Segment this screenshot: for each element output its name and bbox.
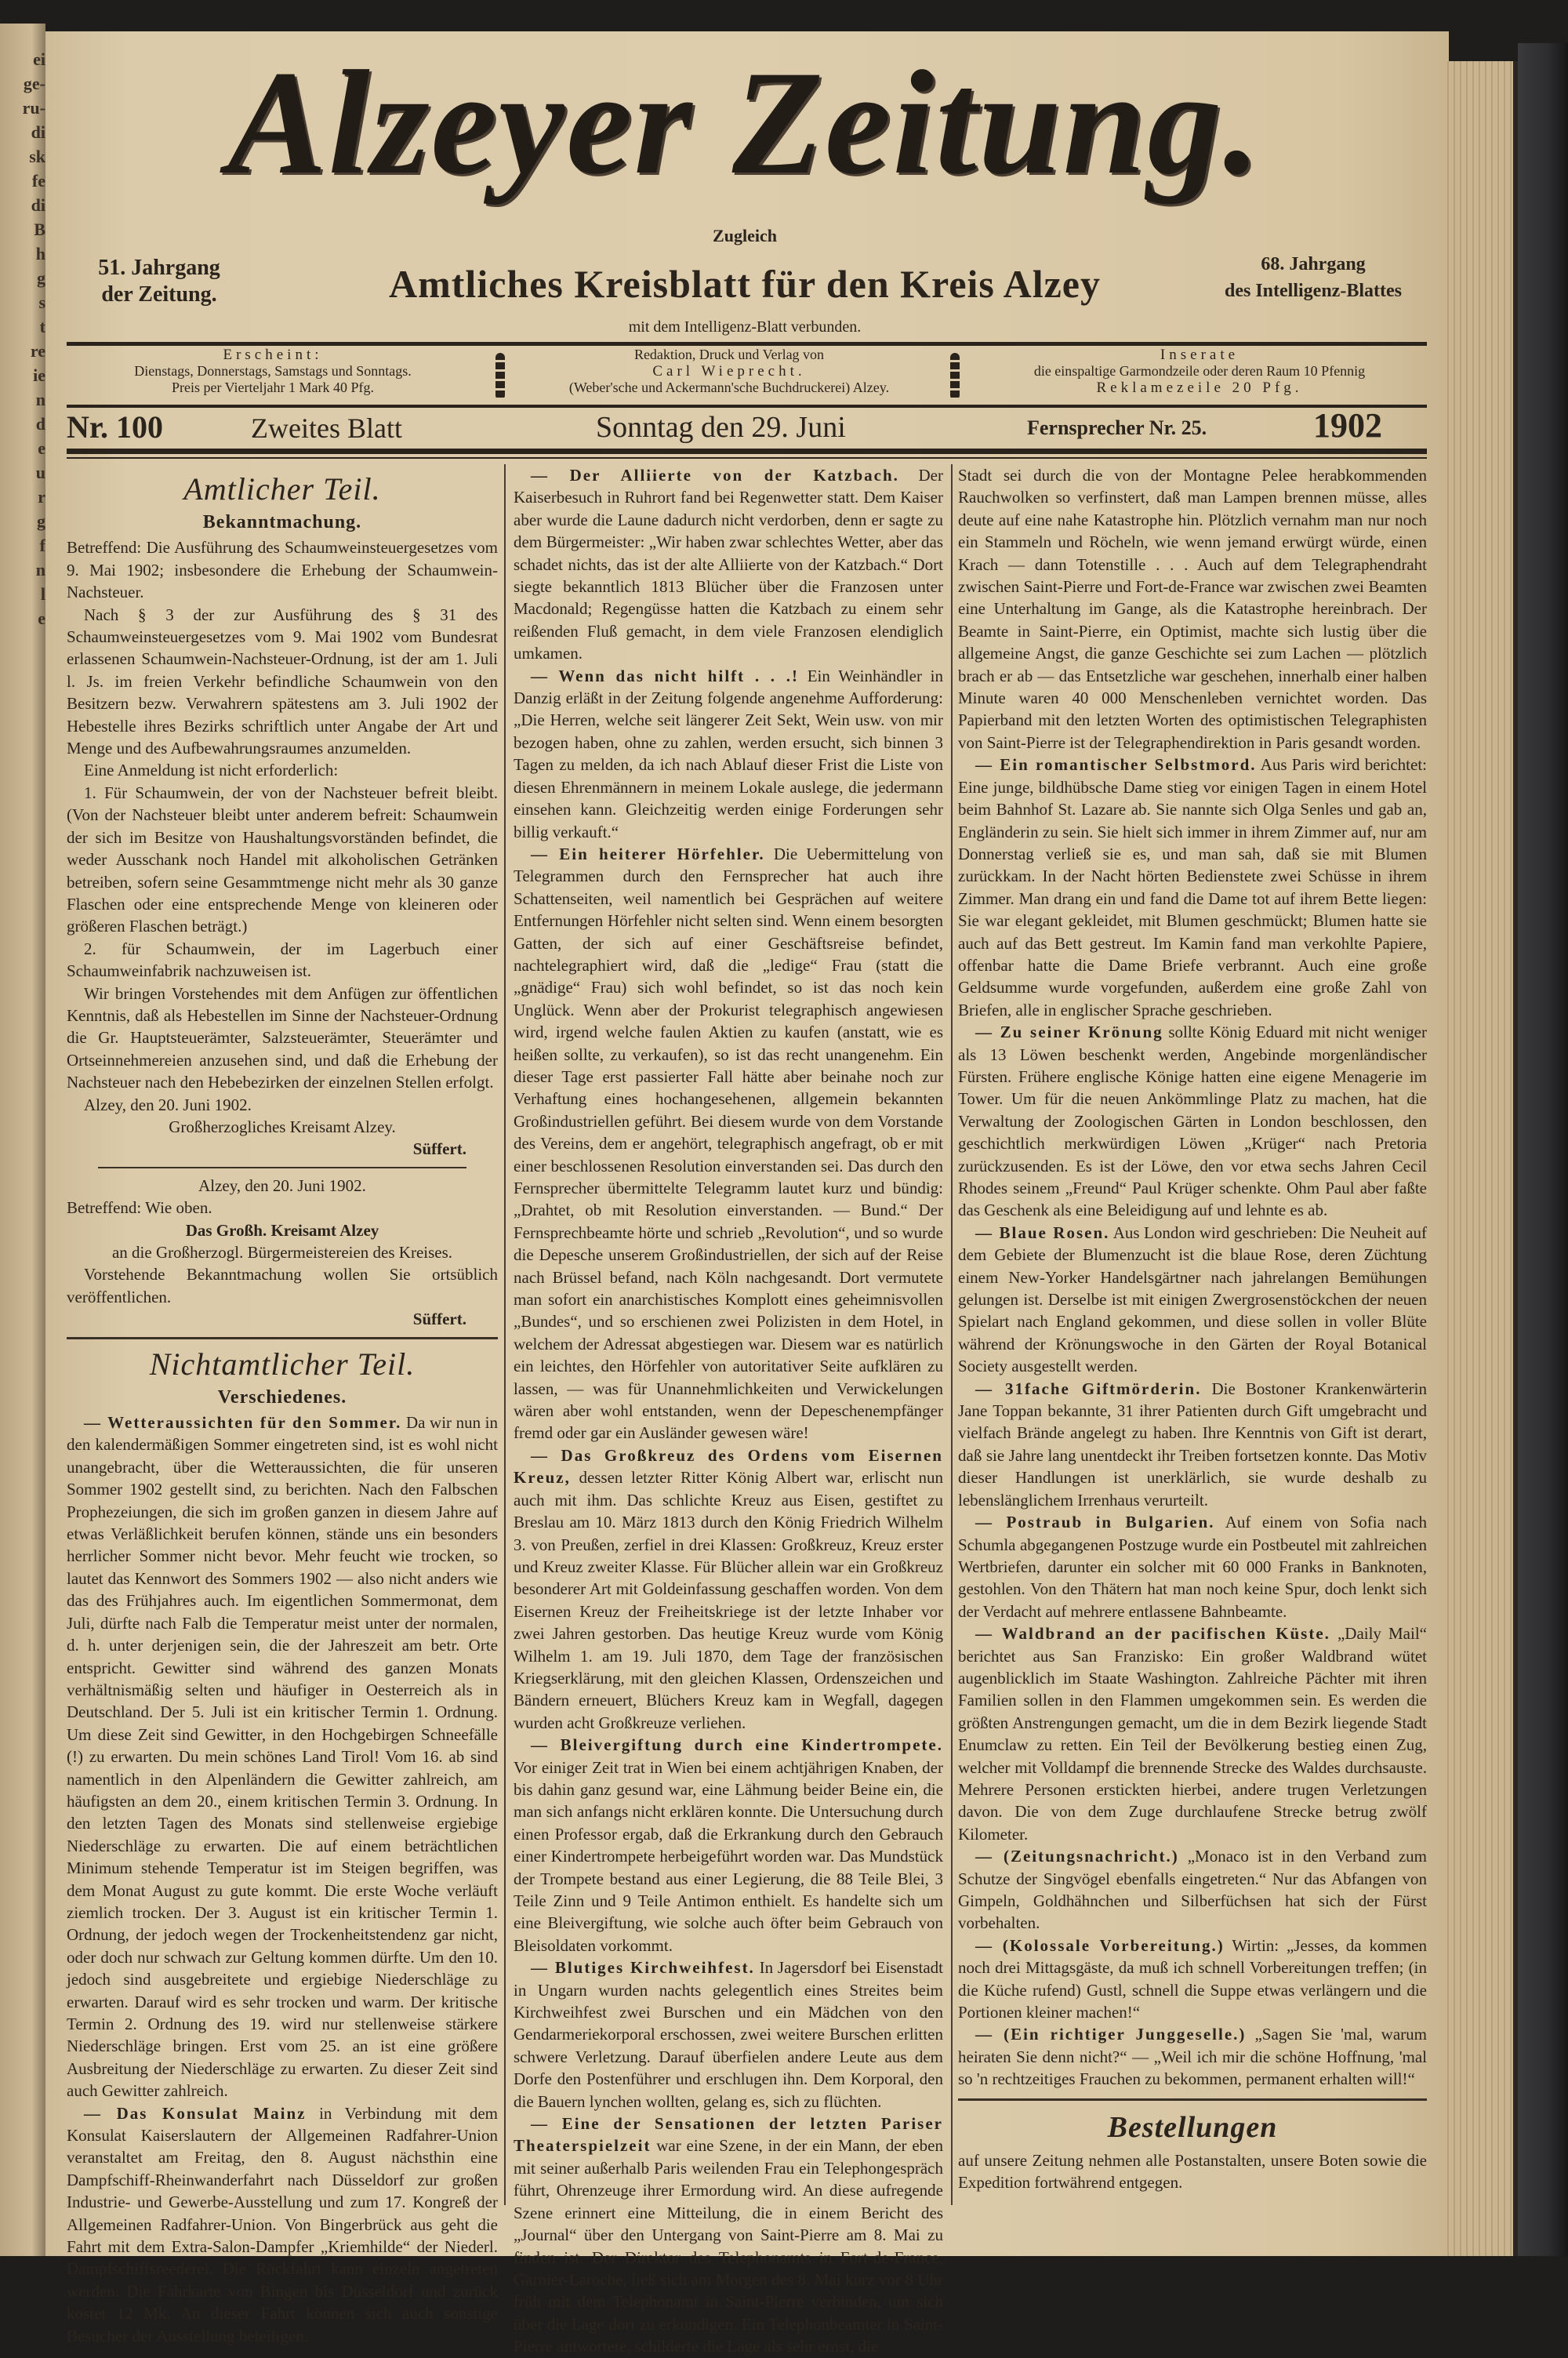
adjacent-page-fragment: n xyxy=(35,390,45,409)
adjacent-page-fragment: g xyxy=(37,268,45,288)
list-item: 2. für Schaumwein, der im Lagerbuch einer Schaumweinfabrik nachzuweisen ist. xyxy=(67,939,498,981)
paragraph: Eine Anmeldung ist nicht erforderlich: xyxy=(84,761,339,780)
signature: Süffert. xyxy=(412,1139,466,1159)
list-item: 1. Für Schaumwein, der von der Nachsteuer befreit bleibt. (Von der Nachsteuer bleibt unter anderem befreit: Schaumwein der sich im Besitze von Haushaltungsvorständen befindet, die weder Ausschank noch Handel mit alkoholischen Getränken betreiben, sofern seine Gesammtmenge nicht mehr als 30 ganze Flaschen oder eine entsprechende Menge von kleineren oder größeren Flaschen beträgt.) xyxy=(67,783,498,936)
article-head: — (Zeitungsnachricht.) xyxy=(975,1847,1179,1866)
article xyxy=(514,1734,943,1957)
article xyxy=(514,665,943,843)
paragraph: Wir bringen Vorstehendes mit dem Anfügen zur öffentlichen Kenntnis, daß als Hebestellen im Sinne der Nachsteuer-Ordnung die Gr. Hauptsteuerämter, Salzsteuerämter, Steuerämter und Ortseinnehmereien anzusehen sind, und daß die Erhebung der Nachsteuer nach den Hebebezirken der einzelnen Stellen erfolgt. xyxy=(67,983,498,1092)
rule xyxy=(67,449,1427,454)
article-head: — Blutiges Kirchweihfest. xyxy=(531,1958,755,1978)
notice-text: auf unsere Zeitung nehmen alle Postanstalten, unsere Boten sowie die Expedition fortwährend entgegen. xyxy=(958,2150,1427,2193)
adjacent-page-fragment: s xyxy=(38,292,45,312)
column-divider xyxy=(504,464,506,2205)
column-2 xyxy=(514,464,943,2358)
article-text: in Verbindung mit dem Konsulat Kaiserslautern der Allgemeinen Radfahrer-Union veranstaltet am Freitag, den 8. August nächsthin eine Dampfschiff-Rheinwanderfahrt nach Düsseldorf zur großen Industrie- und Gewerbe-Ausstellung und zum 17. Kongreß der Allgemeinen Radfahrer-Union. Von Bingerbrück aus geht die Fahrt mit dem Extra-Salon-Dampfer „Kriemhilde“ der Niederl. Dampfschiffsreederei. Die Rückfahrt kann einzeln angetreten werden. Die Fahrkarte von Bingen bis Düsseldorf und zurück kostet 12 Mk. An dieser Fahrt können sich auch sonstige Besucher der Ausstellung beteiligen. xyxy=(67,2103,499,2345)
article-head: — Der Alliierte von der Katzbach. xyxy=(531,466,899,485)
article-head: — Waldbrand an der pacifischen Küste. xyxy=(975,1624,1330,1644)
book-cover xyxy=(1518,43,1568,2256)
adjacent-page-fragment: fe xyxy=(31,171,45,191)
article-head: — Eine der Sensationen der letzten Pariser Theaterspielzeit xyxy=(514,2114,943,2156)
article-text: „Monaco ist in den Verband zum Schutze der Singvögel ebenfalls eingetreten.“ Nur das Abfangen von Gimpeln, Goldhähnchen und Silberfüchsen hat sich der Fürst vorbehalten. xyxy=(958,1847,1427,1933)
article-head: — Das Großkreuz des Ordens vom Eisernen Kreuz, xyxy=(514,1445,943,1488)
article xyxy=(514,1444,943,1734)
adjacent-page-fragment: l xyxy=(40,584,45,604)
article-head: — Bleivergiftung durch eine Kindertrompete. xyxy=(531,1735,943,1755)
section-heading: Amtlicher Teil. xyxy=(183,471,381,507)
issue-number: Nr. 100 xyxy=(67,409,163,445)
adjacent-page-fragment: ie xyxy=(33,365,45,385)
article-text: Auf einem von Sofia nach Schumla abgegangenen Postzuge wurde ein Postbeutel mit zahlreichen Wertbriefen, darunter ein solcher mit 60 000 Franks in Banknoten, gestohlen. Von den Thätern hat man noch keine Spur, doch lenkt sich der Verdacht auf mehrere entlassene Bahnbeamte. xyxy=(958,1513,1427,1621)
article-text: Stadt sei durch die von der Montagne Pelee herabkommenden Rauchwolken so verfinstert, daß man Lampen brennen müsse, alles deute auf eine nahe Katastrophe hin. Plötzlich vernahm man nur noch ein Stammeln und Röcheln, wie wenn jemand erwürgt würde, einen Krach — dann Totenstille . . . Auch auf dem Telegraphendraht zwischen Saint-Pierre und Fort-de-France war zwischen zwei Beamten eine Unterhaltung im Gange, als die Katastrophe hereinbrach. Der Beamte in Saint-Pierre, ein Optimist, machte sich lustig über die allgemeine Angst, die ganze Geschichte sei zum Lachen — plötzlich brach er ab — das Entsetzliche war geschehen, innerhalb einer halben Minute waren 40 000 Menschenleben vernichtet worden. Das Papierband mit den letzten Worten des optimistischen Telegraphisten von Saint-Pierre ist der Telegraphendirektion in Paris gesandt worden. xyxy=(958,466,1427,752)
article xyxy=(958,1021,1427,1222)
article xyxy=(958,1845,1427,1935)
info-line: Dienstags, Donnerstags, Samstags und Sonntags. xyxy=(134,363,412,379)
dateline: Alzey, den 20. Juni 1902. xyxy=(84,1095,252,1114)
authority: Großherzogliches Kreisamt Alzey. xyxy=(169,1117,396,1136)
adjacent-page-fragment: g xyxy=(37,511,45,531)
article-head: — Zu seiner Krönung xyxy=(975,1023,1163,1042)
adjacent-page-fragment: ei xyxy=(33,49,45,69)
article xyxy=(67,1412,498,2102)
adjacent-page-fragment: t xyxy=(39,317,45,336)
article-text: „Sagen Sie 'mal, warum heiraten Sie denn nicht?“ — „Weil ich mir die schöne Hoffnung, 'mal so 'n rechtzeitiges Frauchen zu bekommen, permanent erhalten will!“ xyxy=(958,2025,1427,2089)
info-head: Inserate xyxy=(1160,347,1240,363)
jahrgang-left xyxy=(69,255,249,308)
adjacent-page-fragment: ru- xyxy=(22,98,45,118)
adjacent-page-edge xyxy=(0,24,45,2256)
adjacent-page-fragment: d xyxy=(35,414,45,434)
separator xyxy=(98,1167,466,1168)
article-head: — 31fache Giftmörderin. xyxy=(975,1379,1202,1398)
notice-heading: Bestellungen xyxy=(1107,2110,1278,2144)
adjacent-page-fragment: sk xyxy=(29,147,45,166)
paragraph: Vorstehende Bekanntmachung wollen Sie ortsüblich veröffentlichen. xyxy=(67,1265,498,1306)
article-text: Die Bostoner Krankenwärterin Jane Toppan bekannte, 31 ihrer Patienten durch Gift umgebracht und vielfach Brände angelegt zu haben. Ihre Kenntnis von Gift ist derart, daß sie Jahre lang unentdeckt ihr Treiben fortsetzen konnte. Das Motiv dieser Handlungen ist unerklärlich, sie wurde deshalb zu lebenslänglichem Irrenhaus verurteilt. xyxy=(958,1379,1427,1510)
adjacent-page-fragment: di xyxy=(31,122,45,142)
article-text: Die Uebermittelung von Telegrammen durch den Fernsprecher hat auch ihre Schattenseiten, weil namentlich bei Gesprächen auf weitere Entfernungen Hörfehler nicht selten sind. Wenn einem besorgten Gatten, der sich auf einer Geschäftsreise befindet, nachtelegraphiert wird, daß die „ledige“ Frau (statt die „gnädige“ Frau) sich wohl befindet, so ist das noch kein Unglück. Wenn aber der Prokurist telegraphisch angewiesen wird, irgend welche faulen Aktien zu kaufen (anstatt, wie es heißen sollte, zu verkaufen), so ist das recht unangenehm. Ein dieser Tage erst passierter Fall hätte aber beinahe noch zur Verhaftung eines hochangesehenen, allgemein bekannten Großindustriellen geführt. Bei diesem wurde von dem Vorstande des Vereins, dem er angehört, telegraphisch angefragt, ob er mit einer beschlossenen Resolution einverstanden sei. Das durch den Fernsprecher übermittelte Telegramm lautet kurz und bündig: „Drahtet, ob mit Resolution einverstanden. — Bund.“ Der Fernsprechbeamte hörte und schrieb „Revolution“, und so wurde die Depesche unserem Großindustriellen, der sich auf der Reise nach Brüssel befand, nach Köln nachgesandt. Dort vermutete man sofort ein anarchistisches Komplott eines geheimnisvollen „Bundes“, und so erschienen zwei Polizisten in dem Hotel, in welchem der Adressat abgestiegen war. Diesem war es natürlich ein leichtes, den Hörfehler von autoritativer Seite aufklären zu lassen, — was für Unannehmlichkeiten und Verwickelungen wären aber wohl entstanden, wenn der Depeschenempfänger fremd oder gar ein Ausländer gewesen wäre! xyxy=(514,844,943,1443)
phone-number: Fernsprecher Nr. 25. xyxy=(1027,416,1207,439)
sub-heading: Bekanntmachung. xyxy=(202,512,362,532)
jahrgang-right xyxy=(1200,251,1427,304)
article-head: — Postraub in Bulgarien. xyxy=(975,1513,1215,1532)
article xyxy=(958,754,1427,1021)
info-head: Redaktion, Druck und Verlag von xyxy=(633,347,825,362)
info-line: Reklamezeile 20 Pfg. xyxy=(1096,380,1303,396)
paragraph: Betreffend: Die Ausführung des Schaumweinsteuergesetzes vom 9. Mai 1902; insbesondere die Erhebung der Schaumwein-Nachsteuer. xyxy=(67,538,498,602)
article xyxy=(958,2023,1427,2090)
column-1 xyxy=(67,464,498,2347)
info-line: Preis per Vierteljahr 1 Mark 40 Pfg. xyxy=(171,380,375,395)
info-line: die einspaltige Garmondzeile oder deren Raum 10 Pfennig xyxy=(1033,363,1366,379)
article-text: war eine Szene, in der ein Mann, der eben mit seiner außerhalb Paris weilenden Frau ein Telephongespräch führt, Ohrenzeuge ihrer Ermordung wird. An diese aufregende Szene erinnert eine Mitteilung, die in einem Bericht des „Journal“ über den Untergang von Saint-Pierre am 8. Mai zu finden ist. Der Direktor des Telephonamts in Fort-de-France, Garnier-Laroche, ließ sich am Morgen des 8. Mai kurz vor 8 Uhr früh mit dem Telephonamt in Saint-Pierre verbinden, um sich über die Lage dort zu erkundigen. Ein Telephonbeamter in Saint-Pierre antwortete, schilderte die Lage als sehr ernst, die xyxy=(514,2136,943,2356)
separator xyxy=(67,1337,498,1339)
signature: Süffert. xyxy=(412,1310,466,1329)
info-inserate xyxy=(976,347,1423,396)
issue-year: 1902 xyxy=(1313,406,1382,445)
info-verlag xyxy=(525,347,933,396)
sub-heading: Verschiedenes. xyxy=(217,1386,347,1408)
info-head: Erscheint: xyxy=(223,347,323,363)
article xyxy=(958,1378,1427,1511)
masthead-title: Alzeyer Zeitung. xyxy=(227,41,1262,205)
section-heading: Nichtamtlicher Teil. xyxy=(149,1346,416,1382)
jahrgang-line: der Zeitung. xyxy=(101,282,217,307)
rule xyxy=(67,457,1427,459)
article-text: Ein Weinhändler in Danzig erläßt in der Zeitung folgende angenehme Aufforderung: „Die Herren, welche seit längerer Zeit Sekt, Wein usw. von mir bezogen haben, ohne zu zahlen, werden ersucht, sich binnen 3 Tagen zu melden, da ich nach Ablauf dieser Frist die Liste von diesen Ehrenmännern in meinem Lokale auslege, die jedermann einsehen kann. Gleichzeitig werden einige Forderungen sehr billig verkauft.“ xyxy=(514,666,943,841)
adjacent-page-fragment: r xyxy=(38,487,45,507)
article-head: — Wetteraussichten für den Sommer. xyxy=(84,1413,402,1433)
info-erscheint xyxy=(69,347,477,396)
adjacent-page-fragment: e xyxy=(38,438,45,458)
info-line: (Weber'sche und Ackermann'sche Buchdruckerei) Alzey. xyxy=(568,380,890,395)
article xyxy=(67,2102,498,2347)
article xyxy=(514,2113,943,2357)
ornament-dots xyxy=(950,353,960,400)
adjacent-page-fragment: di xyxy=(31,195,45,215)
authority: Das Großh. Kreisamt Alzey xyxy=(185,1220,379,1240)
column-divider xyxy=(951,464,953,2205)
article-text: Aus London wird geschrieben: Die Neuheit auf dem Gebiete der Blumenzucht ist die blaue Rose, deren Züchtung einem New-Yorker Handelsgärtner nach jahrelangen Bemühungen gelungen ist. Derselbe ist mit einigen Zwergrosenstöckchen der neuen Spielart nach England gekommen, und diese sollen in voller Blüte während der Krönungswoche in den Gärten der Royal Botanical Society ausgestellt werden. xyxy=(958,1223,1428,1376)
article-head: — (Kolossale Vorbereitung.) xyxy=(975,1935,1225,1955)
article-text: sollte König Eduard mit nicht weniger als 13 Löwen beschenkt werden, Angebinde morgenländischer Fürsten. Frühere englische Könige hatten eine eigene Menagerie im Tower. Um für die neuen Ankömmlinge Platz zu machen, hat die Verwaltung der Zoologischen Gärten in London beschlossen, den geschichtlich merkwürdigen Löwen „Krüger“ nach Pretoria zurückzusenden. Es ist der Löwe, den vor etwa sechs Jahren Cecil Rhodes seinem „Freund“ Paul Krüger schenkte. Ohm Paul aber faßte das Geschenk als eine Beleidigung auf und lehnte es ab. xyxy=(958,1023,1427,1220)
article-text: Aus Paris wird berichtet: Eine junge, bildhübsche Dame stieg vor einigen Tagen in einem Hotel beim Bahnhof St. Lazare ab. Sie nannte sich Olga Senles und gab an, Engländerin zu sein. Sie hielt sich immer in ihrem Zimmer auf, nur am Donnerstag verließ sie es, und man sah, daß sie mit Blumen zurückkam. In der Nacht hörten Bedienstete zwei Schüsse in ihrem Zimmer. Man drang ein und fand die Dame tot auf ihrem Bette liegen: Sie war elegant gekleidet, mit Blumen geschmückt; Blumen hatte sie auch auf das Bett gestreut. Im Kamin fand man verkohlte Papiere, offenbar hatte die Dame Briefe verbrannt. Auch eine große Geldsumme wurde vorgefunden, außerdem eine große Zahl von Briefen, alle in englischer Sprache geschrieben. xyxy=(958,755,1428,1019)
article-text: dessen letzter Ritter König Albert war, erlischt nun auch mit ihm. Das schlichte Kreuz aus Eisen, gestiftet zu Breslau am 10. März 1813 durch den König Friedrich Wilhelm 3. von Preußen, zerfiel in drei Klassen: Großkreuz, Kreuz erster und Kreuz zweiter Klasse. Für Blücher allein war ein Großkreuz besonderer Art mit Goldeinfassung geschaffen worden. Von dem Eisernen Kreuz der Freiheitskriege ist der letzte Inhaber vor zwei Jahren gestorben. Das heutige Kreuz wurde vom König Wilhelm 1. am 19. Juli 1870, dem Tage der französischen Kriegserklärung, mit den gleichen Klassen, Ordenszeichen und Bändern erneuert, Blüchers Kreuz kam in Wegfall, dagegen wurden acht Großkreuze verliehen. xyxy=(514,1468,943,1732)
adjacent-page-fragment: f xyxy=(39,536,45,555)
adjacent-page-fragment: u xyxy=(35,463,45,482)
article-text: Vor einiger Zeit trat in Wien bei einem achtjährigen Knaben, der bis dahin ganz gesund war, eine Lähmung beider Beine ein, die man sich anfangs nicht erklären konnte. Die Untersuchung durch einen Professor ergab, daß die Erkrankung durch den Gebrauch einer Kindertrompete herbeigeführt worden war. Das Mundstück der Trompete bestand aus einer Legierung, die 88 Teile Blei, 3 Teile Zinn und 9 Teile Antimon enthielt. Es handelte sich um eine Bleivergiftung, wie solche auch öfter beim Gebrauch von Bleisoldaten vorkommt. xyxy=(514,1757,943,1955)
dateline: Alzey, den 20. Juni 1902. xyxy=(198,1175,366,1195)
column-3 xyxy=(958,464,1427,2193)
adjacent-page-fragment: n xyxy=(35,560,45,580)
article xyxy=(958,1622,1427,1845)
publisher-name: Carl Wieprecht. xyxy=(652,363,806,380)
blatt-label: Zweites Blatt xyxy=(251,412,402,444)
article xyxy=(514,1957,943,2113)
paragraph: Nach § 3 der zur Ausführung des § 31 des Schaumweinsteuergesetzes vom 9. Mai 1902 vom Bundesrat erlassenen Schaumwein-Nachsteuer-Ordnung, ist der am 1. Juli l. Js. im freien Verkehr befindliche Schaumwein von den Besitzern bezw. Verwahrern spätestens am 3. Juli 1902 der Hebestelle ihres Bezirks schriftlich unter Angabe der Art und Menge und des Aufbewahrungsraumes anzumelden. xyxy=(67,605,498,758)
jahrgang-line: des Intelligenz-Blattes xyxy=(1225,281,1402,301)
article-head: — Ein romantischer Selbstmord. xyxy=(975,755,1257,775)
article xyxy=(958,1222,1427,1378)
adjacent-page-fragment: B xyxy=(34,220,45,239)
article-text: Da wir nun in den kalendermäßigen Sommer eingetreten sind, ist es wohl nicht unangebracht, über die Wetteraussichten, die für unseren Sommer 1902 gestellt sind, zu berichten. Nach den Falbschen Prophezeiungen, die sich im großen ganzen in diesem Jahre auf etwas Verläßlichkeit berufen können, stände uns ein besonders herrlicher Sommer nicht bevor. Mehr feucht wie trocken, so lautet das Kennwort des Sommers 1902 — also nicht anders wie das des Frühjahres auch. Im eigentlichen Sommermonat, dem Juli, dürfte nach Falb die Temperatur meist unter der normalen, d. h. unter derjenigen sein, die der Jahreszeit am betr. Orte entspricht. Gewitter sind während des ganzen Monats verhältnismäßig selten und häufiger in Oesterreich als in Deutschland. Der 5. Juli ist ein kritischer Termin 1. Ordnung. Um diese Zeit sind Gewitter, in den Hochgebirgen Schneefälle (!) zu erwarten. Du mein schönes Land Tirol! Vom 16. ab sind namentlich in den Alpenländern die Gewitter zahlreich, am häufigsten an dem 20., einem kritischen Termin 3. Ordnung. In den letzten Tagen des Monats sind stellenweise ergiebige Niederschläge zu erwarten. Die auf einem beträchtlichen Minimum stehende Temperatur ist im Steigen begriffen, was dem Monat August zu gute kommt. Die erste Woche verläuft ziemlich trocken. Der 3. August ist ein kritischer Termin 1. Ordnung, der jedoch wegen der Trockenheitstendenz gar nicht, oder doch nur schwach zur Geltung kommen dürfte. Um den 10. jedoch sind ausgebreitete und ergiebige Niederschläge zu erwarten. Darauf wird es sehr trocken und warm. Der kritische Termin 2. Ordnung des 19. wird nur stellenweise stärkere Niederschläge bringen. Erst vom 25. an ist eine größere Ausbreitung der Niederschläge zu erwarten. Zu dieser Zeit sind auch Gewitter zahlreich. xyxy=(67,1413,498,2101)
addressee: an die Großherzogl. Bürgermeistereien des Kreises. xyxy=(111,1243,453,1262)
article-head: — (Ein richtiger Junggeselle.) xyxy=(975,2025,1247,2044)
article-head: — Ein heiterer Hörfehler. xyxy=(531,844,765,863)
article xyxy=(958,1935,1427,2024)
masthead-subtitle: Amtliches Kreisblatt für den Kreis Alzey xyxy=(389,262,1101,306)
article-head: — Das Konsulat Mainz xyxy=(84,2103,307,2123)
adjacent-page-fragment: re xyxy=(30,341,45,361)
article-text: In Jagersdorf bei Eisenstadt in Ungarn wurden nachts gelegentlich eines Streites beim Kirchweihfest zwei Burschen und ein Mädchen von den Gendarmeriekorporal erschossen, zwei weitere Burschen erlitten schwere Verletzung. Darauf überfielen andere Leute aus dem Dorfe den Postenführer und erschlugen ihn. Dem Korporal, den die Bauern lynchen wollten, gelang es, sich zu flüchten. xyxy=(514,1958,943,2111)
article-head: — Blaue Rosen. xyxy=(975,1223,1110,1242)
rule xyxy=(67,405,1427,408)
zugleich: Zugleich xyxy=(713,226,777,245)
article xyxy=(514,464,943,665)
ornament-dots xyxy=(495,353,505,400)
article xyxy=(958,464,1427,754)
adjacent-page-fragment: e xyxy=(38,609,45,628)
adjacent-page-fragment: ge- xyxy=(23,74,45,93)
issue-date: Sonntag den 29. Juni xyxy=(596,411,846,444)
separator xyxy=(958,2098,1427,2101)
page-stack-edge xyxy=(1443,61,1518,2256)
jahrgang-line: 68. Jahrgang xyxy=(1261,254,1366,274)
article-head: — Wenn das nicht hilft . . .! xyxy=(531,666,799,685)
article-text: Wirtin: „Jesses, da kommen noch drei Mittagsgäste, da muß ich schnell Vorbereitungen treffen; (in die Küche rufend) Gustl, schnell die Suppe etwas verlängern und die Portionen kleiner machen!“ xyxy=(958,1935,1427,2022)
article-text: Der Kaiserbesuch in Ruhrort fand bei Regenwetter statt. Dem Kaiser aber wurde die Laune dadurch nicht verdorben, denn er sagte zu dem Bürgermeister: „Wir haben zwar schlechtes Wetter, aber das schadet nichts, das ist der alte Alliierte von der Katzbach.“ Dort siegte bekanntlich 1813 Blücher über die Franzosen unter Macdonald; Regengüsse hatten die Katzbach zu einem sehr reißenden Fluß gemacht, in dem viele Franzosen elendiglich umkamen. xyxy=(514,466,943,663)
article-text: „Daily Mail“ berichtet aus San Franzisko: Ein großer Waldbrand wütet augenblicklich im Staate Washington. Zahlreiche Pächter mit ihren Familien sollen in den Flammen umgekommen sein. Es werden die größten Anstrengungen gemacht, um die in dem Bezirk liegende Stadt Enumclaw zu retten. Ein Teil der Bevölkerung bestieg einen Zug, welcher mit Volldampf die brennende Strecke des Waldes durchsauste. Mehrere Personen erstickten hierbei, andere trugen Verletzungen davon. Die von dem Zuge durchlaufene Strecke betrug zwölf Kilometer. xyxy=(958,1624,1427,1844)
article xyxy=(514,843,943,1444)
jahrgang-line: 51. Jahrgang xyxy=(98,256,220,280)
rule xyxy=(67,342,1427,346)
verbunden-line: mit dem Intelligenz-Blatt verbunden. xyxy=(628,318,862,336)
adjacent-page-fragment: h xyxy=(35,244,45,263)
article xyxy=(958,1511,1427,1622)
paragraph: Betreffend: Wie oben. xyxy=(67,1198,212,1218)
